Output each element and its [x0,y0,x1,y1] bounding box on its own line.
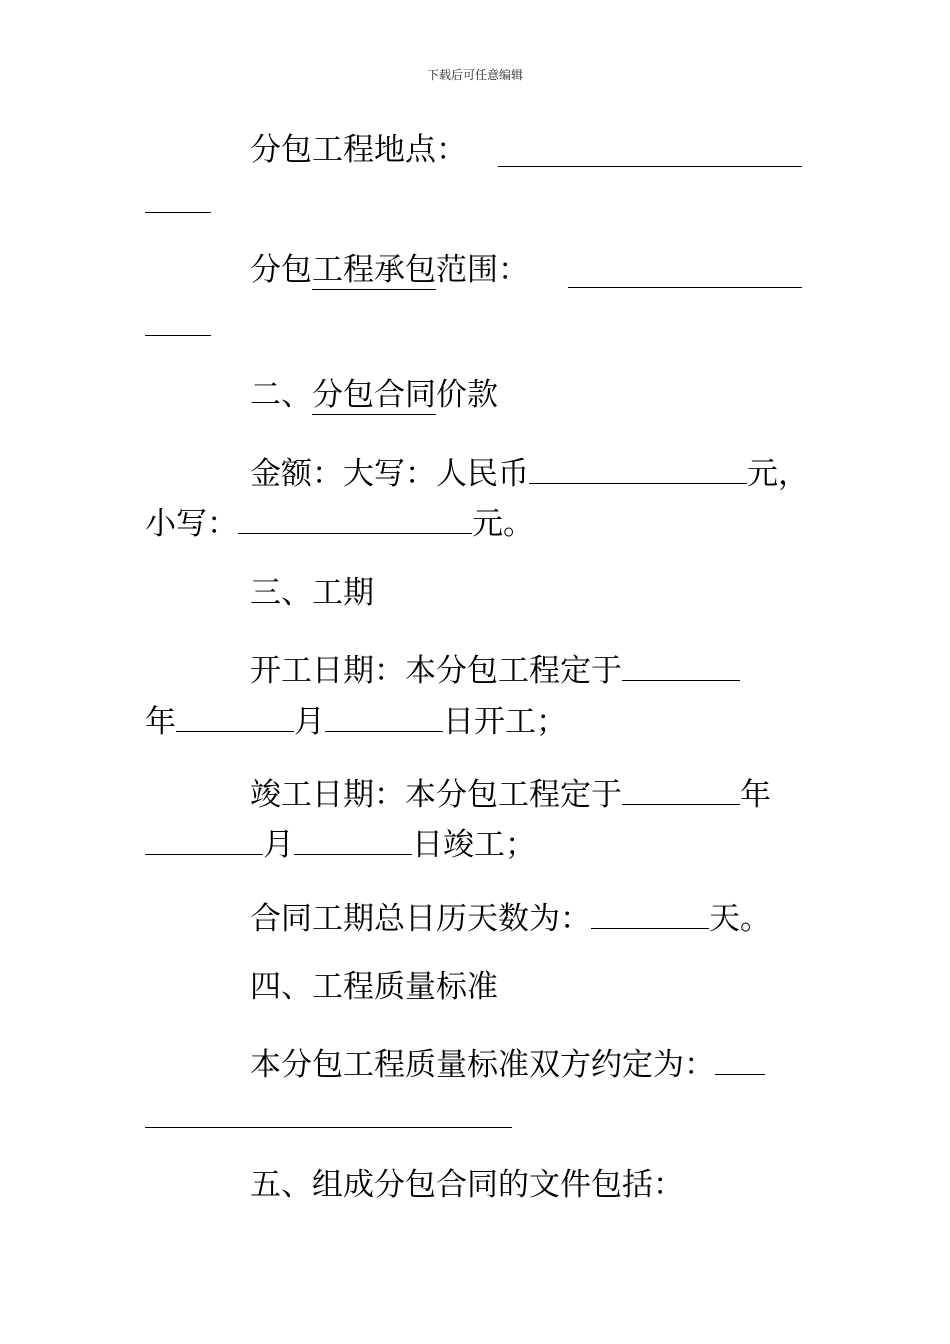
end-day-blank[interactable] [294,826,412,855]
quality-label: 本分包工程质量标准双方约定为： [250,1047,715,1083]
total-days-unit: 天。 [709,901,771,937]
start-month-text: 月 [294,704,325,740]
end-day-text: 日竣工； [412,827,536,863]
amount-unit: 元， [747,456,809,492]
amount-upper-blank[interactable] [529,455,747,484]
start-date-line [250,652,740,687]
quality-line [250,1046,765,1081]
project-location-blank-cont[interactable] [145,212,211,213]
section-2-heading [250,377,498,413]
amount-small-blank[interactable] [238,505,472,534]
section-3-heading: 三、工期 [250,575,374,611]
start-year-blank[interactable] [622,652,740,681]
end-date-label: 竣工日期：本分包工程定于 [250,777,622,813]
section-5-heading: 五、组成分包合同的文件包括： [250,1167,684,1203]
start-date-line-cont [145,703,567,738]
total-days-line [250,900,771,935]
end-date-line-cont [145,826,536,861]
project-location-blank[interactable] [498,166,802,167]
project-location-label: 分包工程地点： [250,132,467,168]
project-scope-blank[interactable] [568,287,802,288]
scope-text-a: 分包 [250,252,312,288]
start-month-blank[interactable] [176,703,294,732]
scope-text-b: 范围： [436,252,529,288]
project-scope-line [250,252,529,288]
end-year-blank[interactable] [622,776,740,805]
end-month-text: 月 [263,827,294,863]
section-2-rest: 价款 [436,377,498,413]
page-header: 下载后可任意编辑 [426,68,523,82]
amount-small-unit: 元。 [472,506,534,542]
start-day-text: 日开工； [443,704,567,740]
quality-blank-cont[interactable] [145,1127,512,1128]
start-date-label: 开工日期：本分包工程定于 [250,653,622,689]
project-location-line [250,132,467,168]
end-date-line [250,776,771,811]
amount-small-label: 小写： [145,506,238,542]
start-day-blank[interactable] [325,703,443,732]
end-year-text: 年 [740,777,771,813]
total-days-label: 合同工期总日历天数为： [250,901,591,937]
total-days-blank[interactable] [591,900,709,929]
section-4-heading: 四、工程质量标准 [250,969,498,1005]
quality-blank[interactable] [715,1046,765,1075]
section-2-num: 二、 [250,377,312,413]
project-scope-blank-cont[interactable] [145,335,211,336]
section-2-underlined: 分包合同 [312,377,436,413]
end-month-blank[interactable] [145,826,263,855]
scope-text-underlined: 工程承包 [312,252,436,288]
start-year-text: 年 [145,704,176,740]
amount-label: 金额：大写：人民币 [250,456,529,492]
amount-line [250,455,809,490]
amount-small-line [145,505,534,540]
